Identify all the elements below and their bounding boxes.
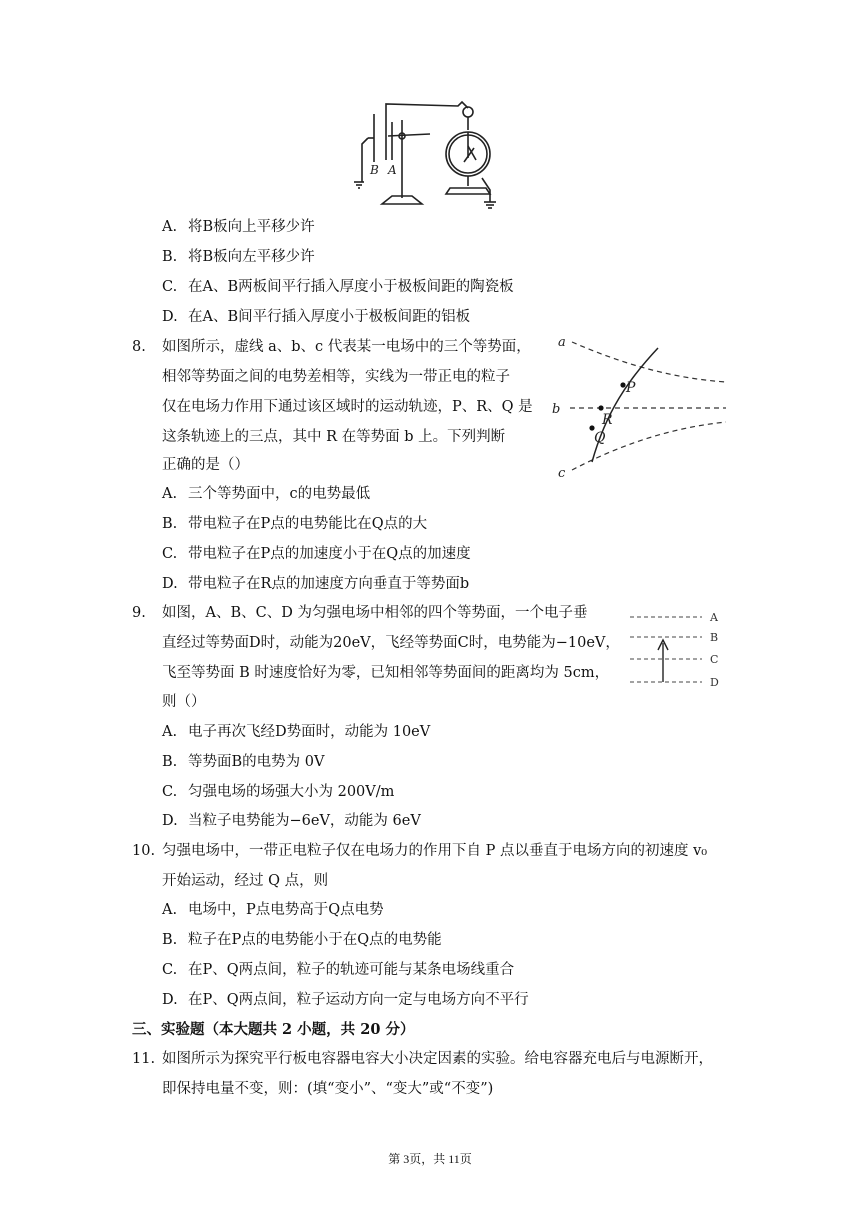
fig9-label-c: C <box>710 653 719 666</box>
q10-option-d: D. 在P、Q两点间，粒子运动方向一定与电场方向不平行 <box>162 992 529 1008</box>
q9-option-b: B. 等势面B的电势为 0V <box>162 754 325 770</box>
fig8-label-r: R <box>602 412 613 428</box>
q9-number: 9. <box>132 605 146 621</box>
q7-option-b: B. 将B板向左平移少许 <box>162 249 315 265</box>
q8-text-line-3: 仅在电场力作用下通过该区域时的运动轨迹，P、R、Q 是 <box>162 399 533 415</box>
q8-text-line-1: 如图所示，虚线 a、b、c 代表某一电场中的三个等势面， <box>162 339 531 355</box>
plate-a-label: A <box>388 163 397 177</box>
q9-option-c: C. 匀强电场的场强大小为 200V/m <box>162 784 395 800</box>
equipotential-trajectory-figure <box>548 330 730 482</box>
four-equipotentials-figure <box>626 606 730 692</box>
q8-option-a: A. 三个等势面中，c的电势最低 <box>162 486 371 502</box>
q8-option-b: B. 带电粒子在P点的电势能比在Q点的大 <box>162 516 428 532</box>
q9-text-line-2: 直经过等势面D时，动能为20eV，飞经等势面C时，电势能为−10eV， <box>162 635 620 651</box>
capacitor-electroscope-figure <box>340 100 530 212</box>
fig9-label-a: A <box>710 611 718 624</box>
plate-b-label: B <box>370 163 379 177</box>
fig8-label-p: P <box>626 380 636 396</box>
q8-number: 8. <box>132 339 146 355</box>
q8-option-d: D. 带电粒子在R点的加速度方向垂直于等势面b <box>162 576 470 592</box>
q7-option-a: A. 将B板向上平移少许 <box>162 219 315 235</box>
q9-text-line-1: 如图，A、B、C、D 为匀强电场中相邻的四个等势面，一个电子垂 <box>162 605 588 621</box>
q8-option-c: C. 带电粒子在P点的加速度小于在Q点的加速度 <box>162 546 471 562</box>
q10-number: 10. <box>132 843 156 859</box>
q8-text-line-5: 正确的是（） <box>162 457 249 473</box>
q10-option-a: A. 电场中，P点电势高于Q点电势 <box>162 902 384 918</box>
q10-option-b: B. 粒子在P点的电势能小于在Q点的电势能 <box>162 932 442 948</box>
q9-text-line-4: 则（） <box>162 694 206 710</box>
fig9-label-d: D <box>710 676 719 689</box>
page-footer: 第 3页，共 11页 <box>388 1152 472 1166</box>
section-heading: 三、实验题（本大题共 2 小题，共 20 分） <box>132 1021 415 1038</box>
q8-text-line-4: 这条轨迹上的三点，其中 R 在等势面 b 上。下列判断 <box>162 429 506 445</box>
q10-option-c: C. 在P、Q两点间，粒子的轨迹可能与某条电场线重合 <box>162 962 515 978</box>
q9-option-a: A. 电子再次飞经D势面时，动能为 10eV <box>162 724 431 740</box>
q11-text-line-2: 即保持电量不变，则：(填“变小”、“变大”或“不变”) <box>162 1081 494 1097</box>
q9-option-d: D. 当粒子电势能为−6eV，动能为 6eV <box>162 813 421 829</box>
fig8-label-a: a <box>558 335 566 350</box>
q10-text-line-1: 匀强电场中，一带正电粒子仅在电场力的作用下自 P 点以垂直于电场方向的初速度 v₀ <box>162 843 708 859</box>
fig8-label-c: c <box>558 466 566 481</box>
q11-number: 11. <box>132 1051 156 1067</box>
q9-text-line-3: 飞至等势面 B 时速度恰好为零，已知相邻等势面间的距离均为 5cm， <box>162 665 610 681</box>
fig8-label-b: b <box>552 402 561 417</box>
q7-option-d: D. 在A、B间平行插入厚度小于极板间距的铝板 <box>162 309 471 325</box>
fig9-label-b: B <box>710 631 719 644</box>
q10-text-line-2: 开始运动，经过 Q 点，则 <box>162 873 329 889</box>
fig8-label-q: Q <box>594 430 606 446</box>
q7-option-c: C. 在A、B两板间平行插入厚度小于极板间距的陶瓷板 <box>162 279 514 295</box>
q8-text-line-2: 相邻等势面之间的电势差相等，实线为一带正电的粒子 <box>162 369 510 385</box>
q11-text-line-1: 如图所示为探究平行板电容器电容大小决定因素的实验。给电容器充电后与电源断开， <box>162 1051 713 1067</box>
